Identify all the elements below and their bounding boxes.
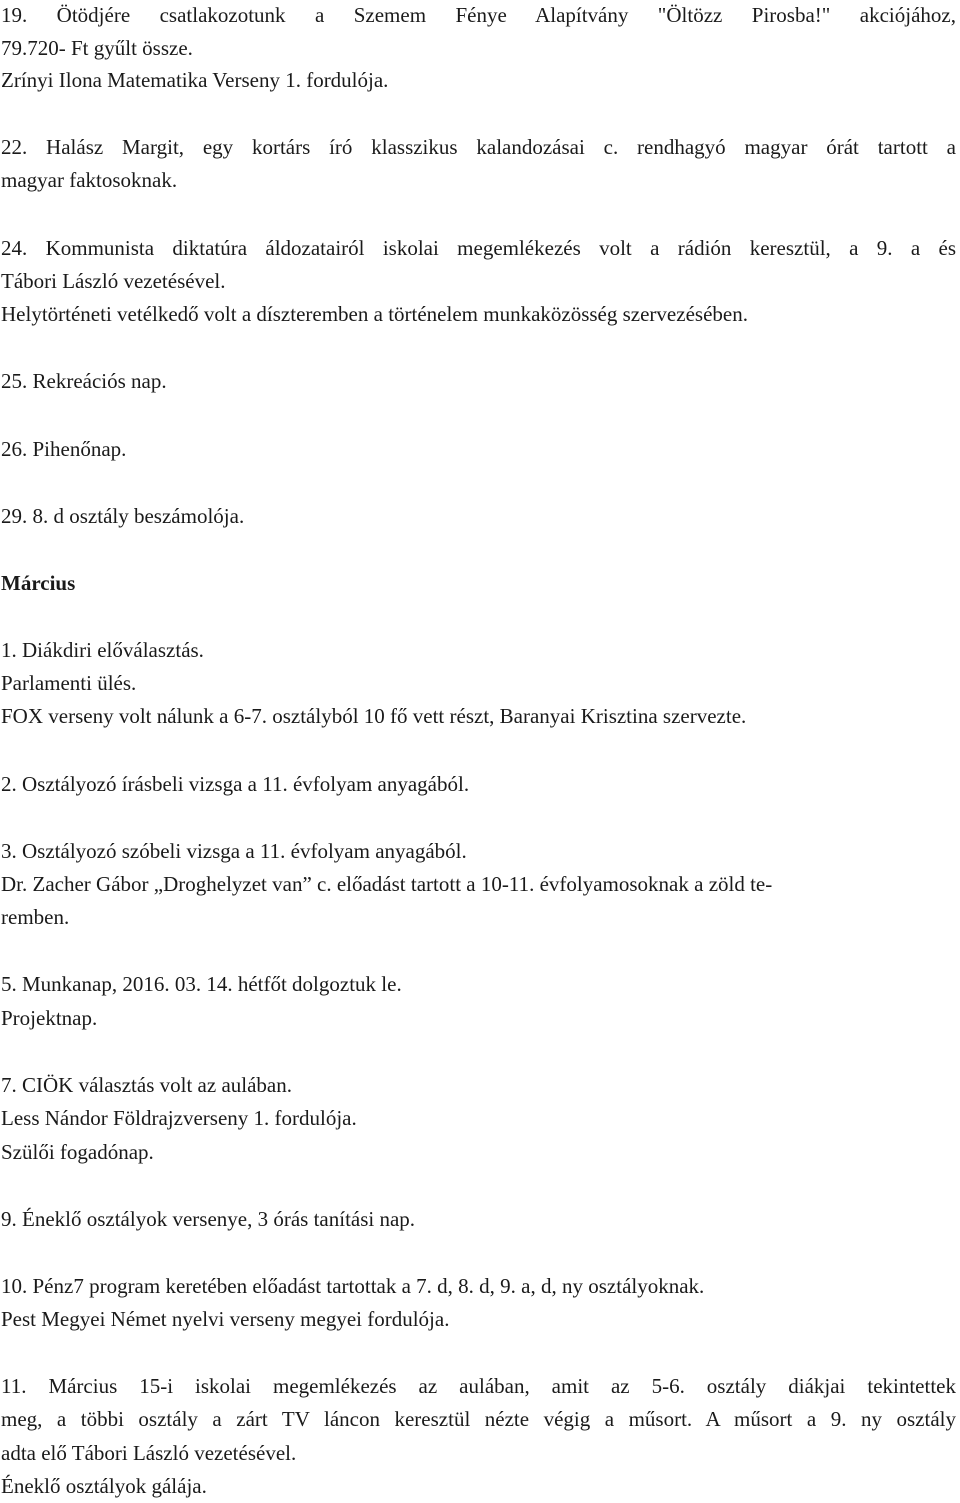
- text-line: Szülői fogadónap.: [1, 1140, 154, 1164]
- text-line: remben.: [1, 905, 70, 929]
- text-line: 79.720- Ft gyűlt össze.: [1, 36, 193, 60]
- text-line: Pest Megyei Német nyelvi verseny megyei fordulója.: [1, 1307, 450, 1331]
- text-line: 29. 8. d osztály beszámolója.: [1, 504, 245, 528]
- text-line: Less Nándor Földrajzverseny 1. fordulója.: [1, 1106, 357, 1130]
- text-line: 26. Pihenőnap.: [1, 437, 127, 461]
- text-line: meg, a többi osztály a zárt TV láncon keresztül nézte végig a műsort. A műsort a 9. ny osztály: [1, 1407, 956, 1431]
- text-line: Éneklő osztályok gálája.: [1, 1474, 207, 1498]
- text-line: 11. Március 15-i iskolai megemlékezés az aulában, amit az 5-6. osztály diákjai tekintettek: [1, 1374, 956, 1398]
- text-line: 7. CIÖK választás volt az aulában.: [1, 1073, 292, 1097]
- section-heading: Március: [1, 571, 76, 595]
- text-line: 5. Munkanap, 2016. 03. 14. hétfőt dolgoztuk le.: [1, 972, 402, 996]
- text-line: 9. Éneklő osztályok versenye, 3 órás tanítási nap.: [1, 1207, 416, 1231]
- text-line: Helytörténeti vetélkedő volt a díszteremben a történelem munkaközösség szervezésében.: [1, 302, 748, 326]
- text-line: adta elő Tábori László vezetésével.: [1, 1441, 297, 1465]
- text-line: 3. Osztályozó szóbeli vizsga a 11. évfolyam anyagából.: [1, 839, 467, 863]
- text-line: 10. Pénz7 program keretében előadást tartottak a 7. d, 8. d, 9. a, d, ny osztályoknak.: [1, 1274, 705, 1298]
- text-line: Tábori László vezetésével.: [1, 269, 226, 293]
- text-line: Projektnap.: [1, 1006, 98, 1030]
- text-line: Dr. Zacher Gábor „Droghelyzet van” c. előadást tartott a 10-11. évfolyamosoknak a zöld te-: [1, 872, 773, 896]
- text-line: Zrínyi Ilona Matematika Verseny 1. fordulója.: [1, 68, 389, 92]
- text-line: FOX verseny volt nálunk a 6-7. osztályból 10 fő vett részt, Baranyai Krisztina szervezte.: [1, 704, 747, 728]
- text-line: 19. Ötödjére csatlakozotunk a Szemem Fénye Alapítvány "Öltözz Pirosba!" akciójához,: [1, 3, 956, 27]
- text-line: 1. Diákdiri előválasztás.: [1, 638, 204, 662]
- text-line: 25. Rekreációs nap.: [1, 369, 167, 393]
- text-line: 22. Halász Margit, egy kortárs író klasszikus kalandozásai c. rendhagyó magyar órát tartott a: [1, 135, 956, 159]
- text-line: 2. Osztályozó írásbeli vizsga a 11. évfolyam anyagából.: [1, 772, 470, 796]
- text-line: 24. Kommunista diktatúra áldozatairól iskolai megemlékezés volt a rádión keresztül, a 9. a és: [1, 236, 956, 260]
- text-line: Parlamenti ülés.: [1, 671, 137, 695]
- text-line: magyar faktosoknak.: [1, 168, 178, 192]
